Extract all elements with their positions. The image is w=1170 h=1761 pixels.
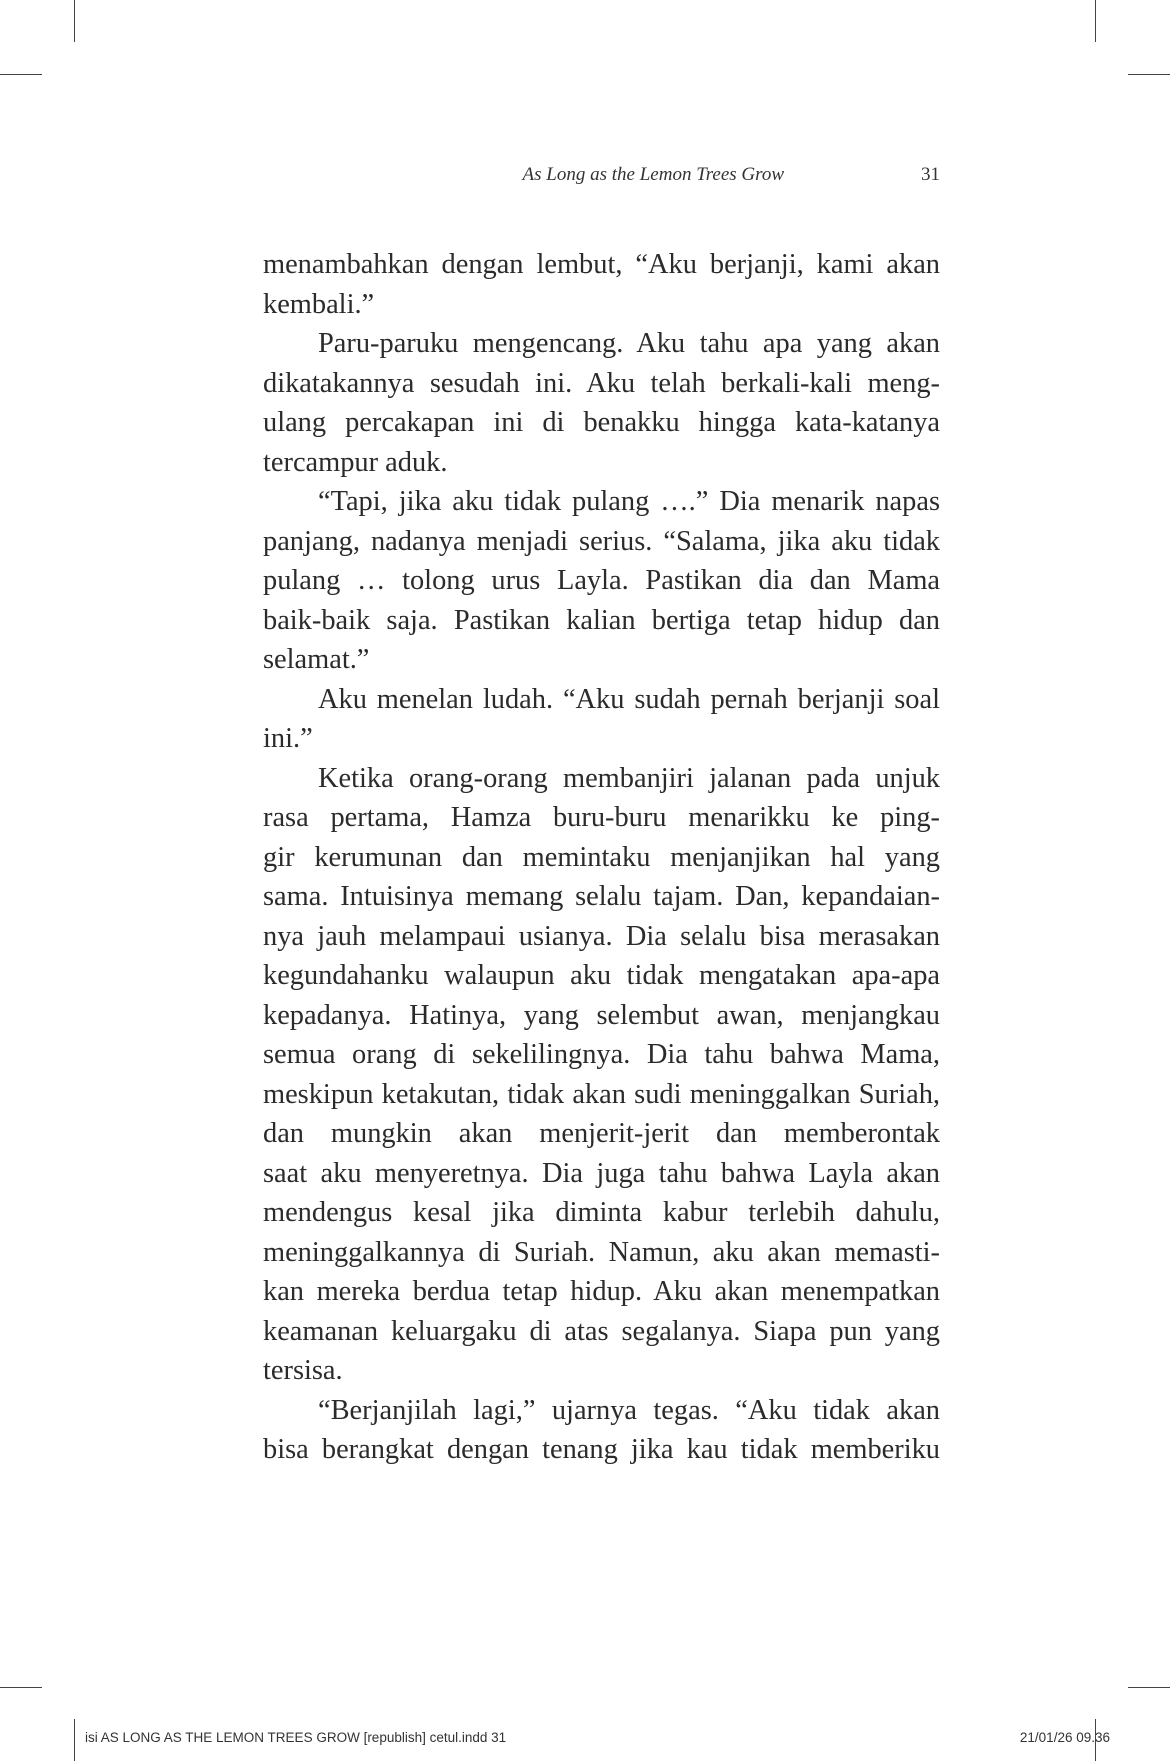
text-line: kepadanya. Hatinya, yang selembut awan, menjangkau <box>263 999 940 1031</box>
crop-mark-top-left-vertical <box>74 0 75 42</box>
body-text <box>263 245 940 1470</box>
text-line: dan mungkin akan menjerit-jerit dan memberontak <box>263 1118 940 1149</box>
slug-timestamp: 21/01/26 09.36 <box>1019 1730 1110 1745</box>
text-line: mendengus kesal jika diminta kabur terlebih dahulu, <box>263 1197 940 1228</box>
text-line: keamanan keluargaku di atas segalanya. Siapa pun yang <box>263 1315 940 1347</box>
text-line: tersisa. <box>263 1355 343 1386</box>
text-line: “Berjanjilah lagi,” ujarnya tegas. “Aku tidak akan <box>318 1394 940 1426</box>
text-line: kembali.” <box>263 288 375 320</box>
text-line: meskipun ketakutan, tidak akan sudi meninggalkan Suriah, <box>263 1078 940 1110</box>
text-line: sama. Intuisinya memang selalu tajam. Dan, kepandaian- <box>263 881 940 912</box>
text-line: Ketika orang-orang membanjiri jalanan pada unjuk <box>318 762 940 794</box>
text-line: saat aku menyeretnya. Dia juga tahu bahwa Layla akan <box>263 1157 940 1189</box>
text-line: “Tapi, jika aku tidak pulang ….” Dia menarik napas <box>318 486 940 517</box>
text-line: gir kerumunan dan memintaku menjanjikan hal yang <box>263 841 940 873</box>
text-line: Paru-paruku mengencang. Aku tahu apa yang akan <box>318 328 940 359</box>
crop-mark-top-right-vertical <box>1095 0 1096 42</box>
text-line: dikatakannya sesudah ini. Aku telah berkali-kali meng- <box>263 367 940 399</box>
crop-mark-bottom-left-horizontal <box>0 1687 42 1688</box>
text-line: tercampur aduk. <box>263 446 448 478</box>
text-line: meninggalkannya di Suriah. Namun, aku akan memasti- <box>263 1236 940 1268</box>
text-line: panjang, nadanya menjadi serius. “Salama, jika aku tidak <box>263 525 940 557</box>
text-line: kegundahanku walaupun aku tidak mengatakan apa-apa <box>263 960 940 991</box>
running-head <box>263 160 940 192</box>
text-line: selamat.” <box>263 644 370 675</box>
crop-mark-top-right-horizontal <box>1128 74 1170 75</box>
text-line: baik-baik saja. Pastikan kalian bertiga tetap hidup dan <box>263 604 940 636</box>
text-line: rasa pertama, Hamza buru-buru menarikku ke ping- <box>263 802 940 833</box>
crop-mark-bottom-left-vertical <box>74 1719 75 1761</box>
text-line: menambahkan dengan lembut, “Aku berjanji, kami akan <box>263 249 940 280</box>
text-line: kan mereka berdua tetap hidup. Aku akan menempatkan <box>263 1276 940 1307</box>
text-line: ini.” <box>263 723 313 754</box>
slug-file-name: isi AS LONG AS THE LEMON TREES GROW [republish] cetul.indd 31 <box>85 1730 507 1745</box>
text-line: semua orang di sekelilingnya. Dia tahu bahwa Mama, <box>263 1039 940 1070</box>
running-head-title: As Long as the Lemon Trees Grow <box>522 164 784 185</box>
text-line: pulang … tolong urus Layla. Pastikan dia dan Mama <box>263 565 940 596</box>
text-line: nya jauh melampaui usianya. Dia selalu bisa merasakan <box>263 920 940 952</box>
crop-mark-top-left-horizontal <box>0 74 42 75</box>
text-line: Aku menelan ludah. “Aku sudah pernah berjanji soal <box>318 683 940 715</box>
page-number: 31 <box>921 164 940 185</box>
text-line: ulang percakapan ini di benakku hingga kata-katanya <box>263 407 940 438</box>
crop-mark-bottom-right-horizontal <box>1128 1687 1170 1688</box>
text-line: bisa berangkat dengan tenang jika kau tidak memberiku <box>263 1434 940 1465</box>
